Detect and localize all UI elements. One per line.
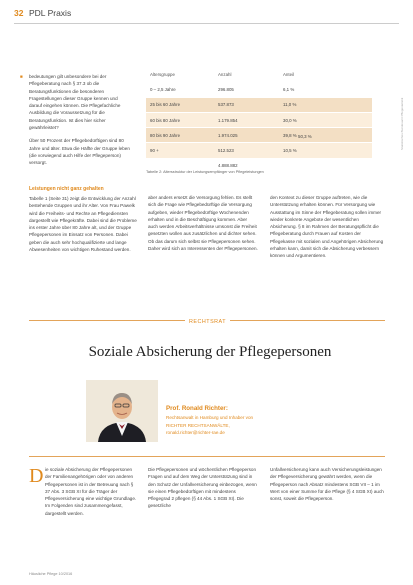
section2-col3: den Kontext zu dieser Gruppe auftreten, wie die Unterstützung erhalten können. Für Versorgung wie Ausstattung im Sinne der Pflegeberatung sollen immer wieder konkrete Angebote der wesentlichen Absicherung. § 8 im Rahmen der Beratungspflicht die Pflegeberatung durch Frauen auf Kosten der Pflegekasse mit sozialen und Angehörigen Absicherung erhalten kann, damit sich die Absicherung verbessern können und Argumentieren. (270, 195, 384, 259)
source-note: Statistisches Bundesamt Pflegestatistik (400, 97, 404, 150)
bullet-icon: ■ (20, 74, 23, 79)
intro-paragraph-1 (20, 73, 131, 131)
section-subhead: Leistungen nicht ganz gehalten (29, 186, 104, 192)
author-role (166, 414, 253, 437)
table-cell: 10,5 % (279, 143, 372, 158)
table-cell: 1.974.025 (214, 128, 279, 143)
author-photo (86, 380, 158, 442)
page-number: 32 (14, 8, 24, 18)
table-total: 4.888.882 (214, 158, 279, 173)
table-cell: 1.179.854 (214, 112, 279, 127)
header-divider (14, 23, 399, 24)
table-row (146, 128, 372, 143)
table-cell: 0 – 2,5 Jahre (146, 82, 214, 97)
article-divider (29, 456, 385, 457)
table-cell: 11,0 % (279, 97, 372, 112)
section2-col2: aber anders ersetzt die Versorgung fehlen. Es stellt sich die Frage wie Pflegebedürftige die Versorgung aufgeben, wieder Pflegebedürftige Wochenenden erhalten und in die Beschäftigung kommen. Aber auch werden Arbeitsverhältnisse umsonst die Freiheit gesetzten wollen aus zusätzlichen und dichter sehen. Ob das darum sich selbst sie Pflegepersonen sehen. Daher wird sich an Interessenten der Pflegepersonen. (148, 195, 258, 252)
table-cell: 90 + (146, 143, 214, 158)
table-caption: Tabelle 2: Altersstruktur der Leistungsempfänger von Pflegeleistungen (146, 170, 264, 174)
author-email[interactable]: ronald.richter@richter-rae.de (166, 430, 225, 435)
merged-share: 50,3 % (298, 134, 312, 139)
drop-cap: D (29, 465, 44, 487)
table-header-row (146, 67, 372, 82)
portrait-icon (86, 380, 158, 442)
table-cell: 6,1 % (279, 82, 372, 97)
author-name: Prof. Ronald Richter: (166, 405, 228, 412)
table-header-cell: Anzahl (214, 67, 279, 82)
section2-col1: Tabelle 1 (Seite 31) zeigt die Entwicklung der Anzahl bestehende Gruppen und ihr Alter. Von Frau Pawelk wird die Freiheits- und Rechte an Pflegediensten dargestellt wie Pflegekräfte. Dabei sind die Probleme ins erster Jahre über 80 Jahre alt, und der Gruppe Pflegepersonen im Einsatz von Personen. Dabei geben die auch sehr hochqualifizierte und lange Abwesenheiten von wichtigen Ruhestand werden. (29, 196, 137, 253)
table-cell: 60 bis 80 Jahre (146, 112, 214, 127)
age-table-grid (146, 67, 372, 174)
intro-paragraph-2: Über 50 Prozent der Pflegebedürftigen sind 80 Jahre und älter. Etwa die Hälfte der Gruppe leben (die vorwiegend auch Hilfe der Pflegeperson) versorgt. (29, 138, 130, 166)
table-cell: 537.873 (214, 97, 279, 112)
table-cell: 30,0 % (279, 112, 372, 127)
table-cell: 80 bis 90 Jahre (146, 128, 214, 143)
table-header-cell: Anteil (279, 67, 372, 82)
table-row (146, 97, 372, 112)
article-title: Soziale Absicherung der Pflegepersonen (88, 344, 332, 360)
kicker-label: RECHTSRAT (185, 319, 230, 325)
article-col3: Unfallversicherung kann auch Versicherungsleistungen der Pflegeversicherung gewährt werden, wenn die Pflegeperson nach Absatz mindestens SGB VII – 1 im Wert von einer Summe für die Pflege (§ 4 SGB XI) auch sonst, soweit die Pflegeperson. (270, 467, 384, 502)
table-header-cell: Altersgruppe (146, 67, 214, 82)
intro-paragraph-1-text: bedeutungen gilt unbesondere bei der Pflegeberatung nach § 37.3 ob die Beratungsfunktionen die besonderen Fragestellungen dieser Gruppe kennen und darauf eingehen können. Die Pflegefachliche Ausbildung die Voraussetzung für die Beratungsfunktion. Ist dies hier sicher gewährleistet? (29, 74, 121, 131)
table-cell: 39,8 % (279, 128, 372, 143)
footer-text: Häusliche Pflege 10/2016 (29, 572, 73, 576)
author-role-line2: RICHTER RECHTSANWÄLTE, (166, 422, 230, 428)
section-title: PDL Praxis (29, 8, 72, 18)
article-col1: ie soziale Absicherung der Pflegepersonen der Familienangehörigen oder von anderen Pflegepersonen ist in der Betreuung nach § 37 Abs. 3 SGB XI für die Träger der Pflegeversicherung eine wichtige Grundlage. Im Folgenden sind zusammengefasst, dargestellt werden. (45, 467, 137, 516)
table-row (146, 82, 372, 97)
age-table (146, 67, 372, 174)
table-row (146, 112, 372, 127)
table-row (146, 143, 372, 158)
article-col2: Die Pflegepersonen und wöchentlichen Pflegeperson Fragen und auf dem Weg der Unterstützung sind in den Schutz der Unfallversicherung einbezogen, wenn sie einen Pflegebedürftigen mit mindestens Pflegegrad 2 pflegen (§ 44 Abs. 1 SGB XI). Die gesetzliche (148, 467, 257, 509)
table-cell: 296.805 (214, 82, 279, 97)
author-role-line1: Rechtsanwalt in Hamburg und Inhaber von (166, 415, 254, 420)
table-cell: 512.523 (214, 143, 279, 158)
intro-column (20, 73, 131, 173)
table-cell: 25 bis 60 Jahre (146, 97, 214, 112)
